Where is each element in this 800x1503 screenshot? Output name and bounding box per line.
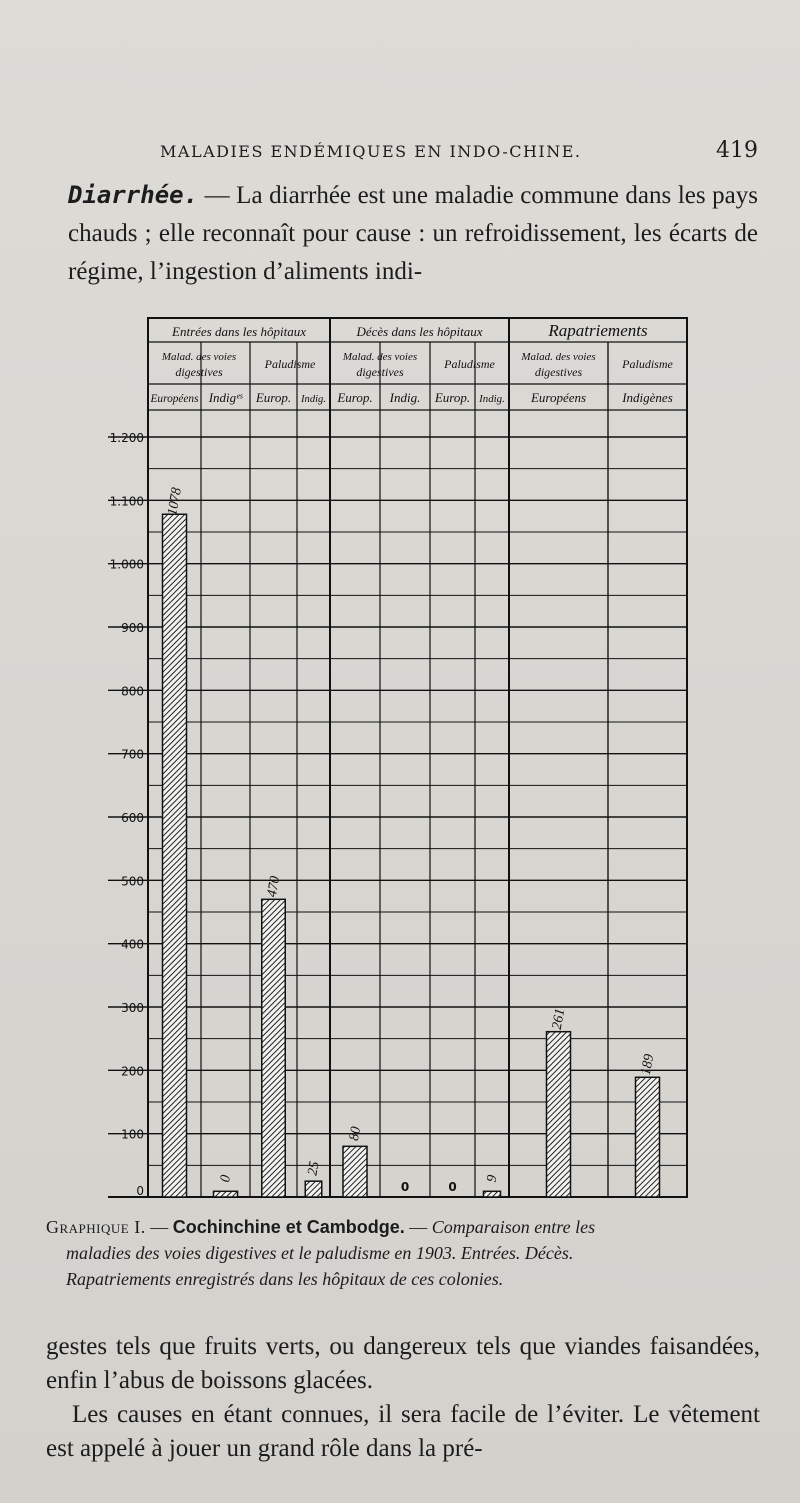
subgroup-header-label: digestives <box>175 365 223 379</box>
column-header-label: Européens <box>150 393 199 405</box>
paragraph-line-1: gestes tels que fruits verts, ou dangereux tels que viandes faisandées, enfin l’abus de boissons glacées. <box>46 1333 760 1394</box>
bar <box>305 1181 322 1197</box>
bar <box>214 1191 238 1197</box>
subgroup-header-label: Malad. des voies <box>342 351 418 363</box>
y-tick-label: 400 <box>121 937 144 952</box>
y-tick-label: 1.100 <box>109 494 144 509</box>
subgroup-header-label: Paludisme <box>444 357 495 371</box>
bar <box>343 1146 367 1197</box>
y-tick-label: 0 <box>136 1184 144 1198</box>
bottom-paragraph <box>46 1330 760 1466</box>
bar <box>262 899 286 1197</box>
y-tick-label: 800 <box>121 684 144 699</box>
bar-chart <box>100 310 692 1205</box>
caption-description-2: maladies des voies digestives et le paludisme en 1903. Entrées. Décès. <box>66 1243 574 1263</box>
paragraph-text: — La diarrhée est une maladie commune dans les pays chauds ; elle reconnaît pour cause : un refroidissement, les écarts de régime, l’ingestion d’aliments indi- <box>68 182 758 285</box>
column-header-label: Européens <box>530 390 587 405</box>
subgroup-header-label: digestives <box>356 365 404 379</box>
chart-headers <box>150 321 674 405</box>
chart-bars <box>163 514 660 1197</box>
caption-description-3: Rapatriements enregistrés dans les hôpitaux de ces colonies. <box>66 1269 504 1289</box>
column-header-label: Indigènes <box>622 390 673 405</box>
y-tick-label: 200 <box>121 1064 144 1079</box>
subgroup-header-label: Malad. des voies <box>521 351 596 363</box>
value-label: 0 <box>448 1180 457 1194</box>
caption-subject: Cochinchine et Cambodge. <box>172 1217 405 1237</box>
page-number: 419 <box>716 138 758 163</box>
y-tick-label: 500 <box>121 874 144 889</box>
caption-label: Graphique I. <box>46 1217 146 1237</box>
y-axis <box>110 431 144 1198</box>
value-label: 1078 <box>165 486 185 517</box>
paragraph-line-2: Les causes en étant connues, il sera facile de l’éviter. Le vêtement est appelé à jouer un grand rôle dans la pré- <box>46 1401 760 1462</box>
y-tick-label: 700 <box>121 747 144 762</box>
y-tick-label: 900 <box>121 621 144 635</box>
figure-caption: Graphique I. — Cochinchine et Cambodge. — Comparaison entre les maladies des voies digestives et le paludisme en 1903. Entrées. Décès. Rapatriements enregistrés dans les hôpitaux de ces colonies. <box>46 1214 760 1292</box>
bar <box>636 1077 660 1197</box>
column-header-label: Europ. <box>255 390 292 405</box>
chart-grid <box>108 318 687 1197</box>
value-labels <box>165 487 657 1194</box>
value-label: 261 <box>549 1007 569 1031</box>
group-header-label: Rapatriements <box>548 321 648 340</box>
value-label: 9 <box>484 1173 501 1184</box>
group-header-label: Entrées dans les hôpitaux <box>172 324 306 339</box>
column-header-label: Indigᵉˢ <box>208 390 243 405</box>
column-header-label: Indig. <box>301 394 326 405</box>
section-heading: Diarrhée. <box>68 181 199 209</box>
top-paragraph <box>68 176 758 291</box>
bar <box>163 514 187 1197</box>
subgroup-header-label: digestives <box>534 365 583 379</box>
column-header-label: Europ. <box>337 390 373 405</box>
column-header-label: Indig. <box>479 393 505 405</box>
value-label: 189 <box>638 1053 658 1077</box>
y-tick-label: 1.000 <box>109 557 144 572</box>
running-head <box>160 138 760 168</box>
y-tick-label: 300 <box>121 1001 144 1015</box>
bar <box>484 1191 501 1197</box>
value-label: 0 <box>218 1173 235 1184</box>
column-header-label: Europ. <box>434 390 471 405</box>
column-header-label: Indig. <box>389 390 421 405</box>
subgroup-header-label: Malad. des voies <box>161 351 237 363</box>
y-tick-label: 600 <box>121 811 144 825</box>
subgroup-header-label: Paludisme <box>264 357 316 371</box>
group-header-label: Décès dans les hôpitaux <box>356 324 483 339</box>
caption-description-1: Comparaison entre les <box>431 1217 596 1237</box>
value-label: 470 <box>264 875 284 899</box>
value-label: 80 <box>346 1125 365 1142</box>
subgroup-header-label: Paludisme <box>622 357 673 371</box>
bar <box>547 1032 571 1197</box>
running-title: MALADIES ENDÉMIQUES EN INDO-CHINE. <box>160 142 582 161</box>
y-tick-label: 100 <box>121 1127 144 1142</box>
value-label: 0 <box>400 1180 410 1194</box>
chart-frame <box>148 318 687 1197</box>
value-label: 25 <box>305 1160 323 1177</box>
y-tick-label: 1.200 <box>109 431 144 445</box>
